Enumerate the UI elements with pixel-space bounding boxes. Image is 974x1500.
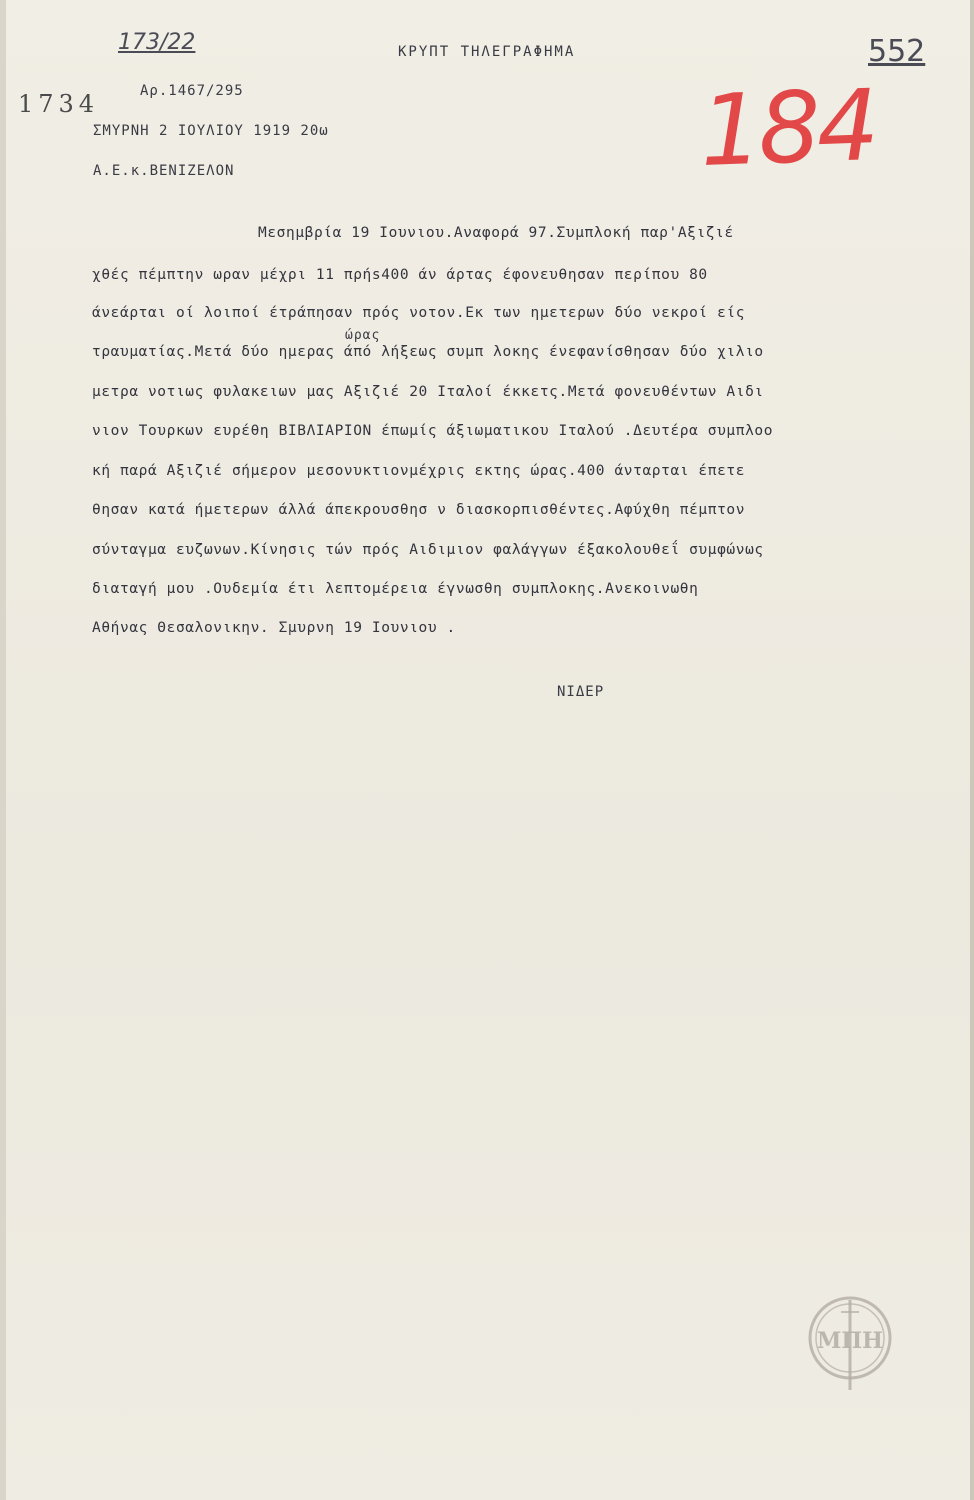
archive-reference: 173/22 [118, 30, 196, 55]
page-edge-left [0, 0, 6, 1500]
recipient-line: Α.Ε.κ.ΒΕΝΙΖΕΛΟΝ [93, 163, 235, 179]
body-line-5: μετρα νοτιως φυλακειων μας Αξιζιέ 20 Ιταλοί έκκετς.Μετά φονευθέντων Αιδι [92, 384, 764, 400]
body-line-6: νιον Τουρκων ευρέθη ΒΙΒΛΙΑΡΙΟΝ έπωμίς άξιωματικου Ιταλού .Δευτέρα συμπλοο [92, 423, 774, 439]
body-line-1: Μεσημβρία 19 Ιουνιου.Αναφορά 97.Συμπλοκή παρ'Αξιζιέ [258, 225, 734, 241]
interline-correction: ώρας [345, 328, 381, 343]
body-line-10: διαταγή μου .Ουδεμία έτι λεπτομέρεια έγνωσθη συμπλοκης.Ανεκοινωθη [92, 581, 699, 597]
telegram-number: Αρ.1467/295 [140, 83, 244, 99]
body-line-7: κή παρά Αξιζιέ σήμερον μεσονυκτιονμέχρις εκτης ώρας.400 άνταρται έπετε [92, 463, 746, 479]
body-line-3: άνεάρται οί λοιποί έτράπησαν πρός νοτον.Εκ των ημετερων δύο νεκροί είς [92, 305, 746, 321]
side-number: 1734 [18, 90, 100, 118]
body-line-11: Αθήνας Θεσαλονικην. Σμυρνη 19 Ιουνιου . [92, 620, 456, 636]
svg-text:ΜΠΗ: ΜΠΗ [817, 1328, 883, 1354]
signature: ΝΙΔΕΡ [557, 684, 605, 700]
page-edge-right [970, 0, 974, 1500]
body-line-2: χθές πέμπτην ωραν μέχρι 11 πρήs400 άν άρτας έφονευθησαν περίπου 80 [92, 267, 708, 283]
document-title: ΚΡΥΠΤ ΤΗΛΕΓΡΑΦΗΜΑ [398, 44, 576, 60]
archive-seal-stamp [805, 1290, 895, 1400]
body-line-8: θησαν κατά ήμετερων άλλά άπεκρουσθησ ν διασκορπισθέντες.Αφύχθη πέμπτον [92, 502, 746, 518]
red-handwritten-number: 184 [698, 68, 877, 190]
body-line-9: σύνταγμα ευζωνων.Κίνησις τών πρός Αιδιμιον φαλάγγων έξακολουθεΐ συμφώνως [92, 542, 764, 558]
folio-number: 552 [868, 34, 926, 69]
body-line-4: τραυματίας.Μετά δύο ημερας άπό λήξεως συμπ λοκης ένεφανίσθησαν δύο χιλιο [92, 344, 764, 360]
place-date-line: ΣΜΥΡΝΗ 2 ΙΟΥΛΙΟΥ 1919 20ω [93, 123, 329, 139]
